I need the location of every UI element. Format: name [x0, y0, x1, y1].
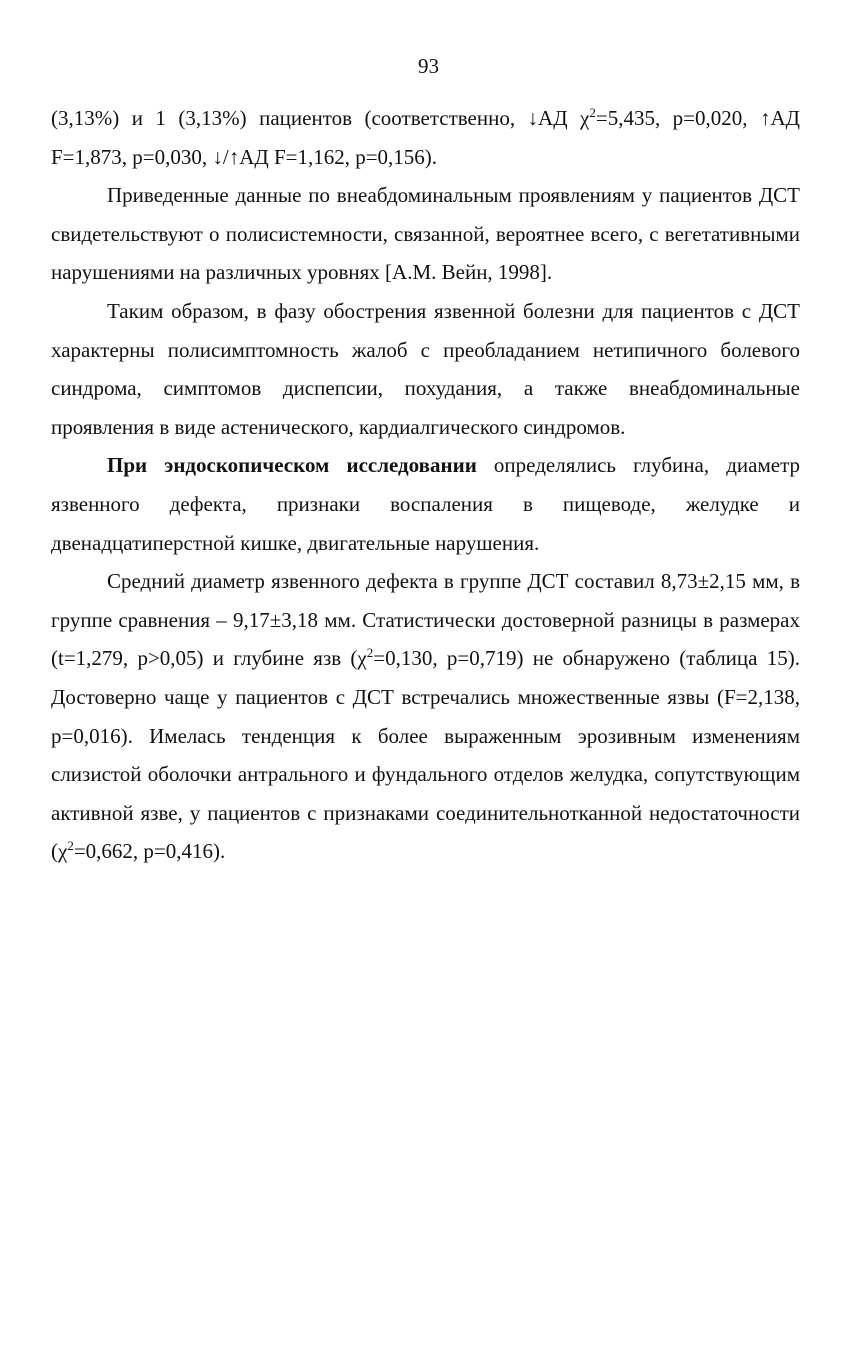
page-number: 93: [418, 54, 439, 78]
paragraph-text: =5,435, p=0,020, ↑АД F=1,873, p=0,030, ↓/↑АД F=1,162, p=0,156).: [51, 106, 800, 169]
paragraph-extra-abdominal: [51, 176, 800, 292]
paragraph-endoscopy: [51, 446, 800, 562]
superscript: 2: [366, 645, 374, 661]
paragraph-text: определялись глубина, диаметр язвенного дефекта, признаки воспаления в пищеводе, желудке и двенадцатиперстной кишке, двигательные нарушения.: [51, 453, 801, 555]
paragraph-text: Приведенные данные по внеабдоминальным проявлениям у пациентов ДСТ свидетельствуют о полисистемности, связанной, вероятнее всего, с вегетативными нарушениями на различных уровнях [А.М. Вейн, 1998].: [51, 183, 800, 285]
paragraph-ulcer-diameter: [51, 562, 800, 871]
paragraph-conclusion: [51, 292, 800, 446]
superscript: 2: [67, 838, 74, 854]
bold-heading-phrase: При эндоскопическом исследовании: [107, 453, 477, 478]
text-body: [51, 99, 800, 871]
paragraph-continuation: [51, 99, 800, 176]
paragraph-text: =0,130, p=0,719) не обнаружено (таблица 15). Достоверно чаще у пациентов с ДСТ встречались множественные язвы (F=2,138, p=0,016). Имелась тенденция к более выраженным эрозивным изменениям слизистой оболочки антрального и фундального отделов желудка, сопутствующим активной язве, у пациентов с признаками соединительнотканной недостаточности (χ: [51, 646, 800, 864]
paragraph-text: Таким образом, в фазу обострения язвенной болезни для пациентов с ДСТ характерны полисимптомность жалоб с преобладанием нетипичного болевого синдрома, симптомов диспепсии, похудания, а также внеабдоминальные проявления в виде астенического, кардиалгического синдромов.: [51, 298, 800, 439]
paragraph-text: =0,662, p=0,416).: [73, 839, 226, 864]
superscript: 2: [589, 105, 596, 120]
paragraph-text: Средний диаметр язвенного дефекта в группе ДСТ составил 8,73±2,15 мм, в группе сравнения – 9,17±3,18 мм. Статистически достоверной разницы в размерах (t=1,279, p>0,05) и глубине язв (χ: [51, 569, 800, 671]
paragraph-text: (3,13%) и 1 (3,13%) пациентов (соответственно, ↓АД χ: [51, 106, 590, 130]
